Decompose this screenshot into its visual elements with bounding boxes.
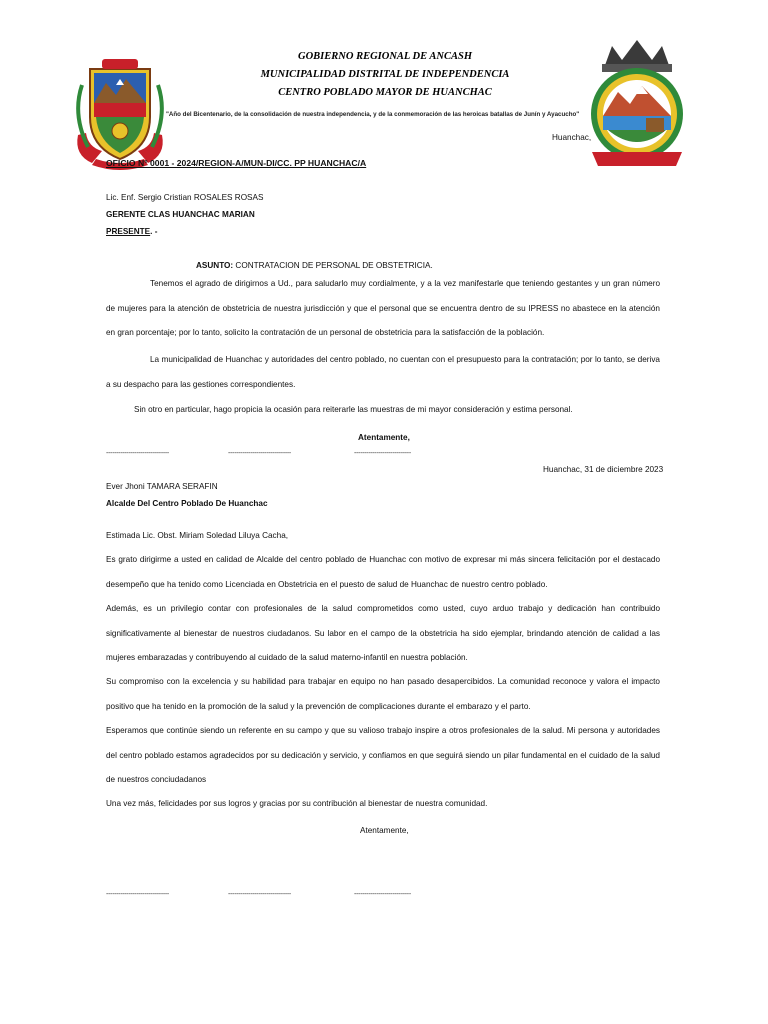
recipient-title: GERENTE CLAS HUANCHAC MARIAN — [106, 210, 255, 219]
presente-line — [106, 227, 157, 236]
letter1-paragraph-1: Tenemos el agrado de dirigirnos a Ud., para saludarlo muy cordialmente, y a la vez manifestarle que teniendo gestantes y un gran número de mujeres para la atención de obstetricia de nuestra jurisdicción y que el personal que se encuentra dentro de su IPRESS no abastece en la atención en gran porcentaje; por lo tanto, solicito la contratación de un personal de obstetricia para la satisfacción de la población. — [106, 279, 660, 337]
header-line-2: MUNICIPALIDAD DISTRITAL DE INDEPENDENCIA — [260, 69, 510, 80]
signature-line: ------------------------------- — [106, 891, 169, 898]
letter1-closing: Atentamente, — [358, 433, 410, 442]
asunto-label: ASUNTO: — [196, 261, 234, 270]
signature-line: ------------------------------- — [106, 450, 169, 457]
asunto-text: CONTRATACION DE PERSONAL DE OBSTETRICIA. — [233, 261, 433, 270]
letter2-paragraph-1: Es grato dirigirme a usted en calidad de Alcalde del centro poblado de Huanchac con motivo de expresar mi más sincera felicitación por el destacado desempeño que ha tenido como Licenciada en Obstetricia en el puesto de salud de Huanchac de nuestro centro poblado. — [106, 555, 660, 589]
letter2-greeting: Estimada Lic. Obst. Miriam Soledad Liluya Cacha, — [106, 531, 289, 540]
letter2-author-name: Ever Jhoni TAMARA SERAFIN — [106, 482, 218, 491]
signature-line: ---------------------------- — [354, 891, 411, 898]
header-line-1: GOBIERNO REGIONAL DE ANCASH — [298, 51, 472, 62]
oficio-number: OFICIO N° 0001 - 2024/REGION-A/MUN-DI/CC. PP HUANCHAC/A — [106, 158, 367, 168]
centro-poblado-seal-logo — [582, 34, 692, 176]
district-shield-logo — [72, 55, 168, 175]
letter1-paragraph-3: Sin otro en particular, hago propicia la ocasión para reiterarle las muestras de mi mayor consideración y estima personal. — [134, 405, 573, 414]
letter2-paragraph-5: Una vez más, felicidades por sus logros y gracias por su contribución al bienestar de nuestra comunidad. — [106, 799, 488, 808]
asunto-line — [196, 261, 433, 270]
letter2-paragraph-2: Además, es un privilegio contar con profesionales de la salud comprometidos como usted, cuyo arduo trabajo y dedicación han contribuido significativamente al bienestar de nuestros ciudadanos. Su labor en el campo de la obstetricia ha sido ejemplar, brindando atención de calidad a las mujeres embarazadas y contribuyendo al cuidado de la salud materno-infantil en nuestra población. — [106, 604, 660, 662]
presente-suffix: . - — [150, 227, 158, 236]
letter2-paragraph-4: Esperamos que continúe siendo un referente en su campo y que su valioso trabajo inspire a otros profesionales de la salud. Mi persona y autoridades del centro poblado estamos agradecidos por su dedicación y servicio, y confiamos en que seguirá siendo un pilar fundamental en el cuidado de la salud de nuestros conciudadanos — [106, 726, 660, 784]
signature-line: ------------------------------- — [228, 450, 291, 457]
header-place: Huanchac, — [552, 133, 592, 142]
recipient-name: Lic. Enf. Sergio Cristian ROSALES ROSAS — [106, 193, 264, 202]
letter2-closing: Atentamente, — [360, 826, 409, 835]
year-motto: "Año del Bicentenario, de la consolidación de nuestra independencia, y de la conmemoración de las heroicas batallas de Junín y Ayacucho" — [166, 111, 580, 118]
presente-label: PRESENTE — [106, 227, 151, 236]
signature-line: ---------------------------- — [354, 450, 411, 457]
letter2-paragraph-3: Su compromiso con la excelencia y su habilidad para trabajar en equipo no han pasado desapercibidos. La comunidad reconoce y valora el impacto positivo que ha tenido en la promoción de la salud y la prevención de complicaciones durante el embarazo y el parto. — [106, 677, 660, 711]
letter2-author-title: Alcalde Del Centro Poblado De Huanchac — [106, 499, 268, 508]
header-line-3: CENTRO POBLADO MAYOR DE HUANCHAC — [278, 87, 492, 98]
signature-line: ------------------------------- — [228, 891, 291, 898]
letter2-date: Huanchac, 31 de diciembre 2023 — [543, 465, 664, 474]
letter1-paragraph-2: La municipalidad de Huanchac y autoridades del centro poblado, no cuentan con el presupuesto para la contratación; por lo tanto, se deriva a su despacho para las gestiones correspondientes. — [106, 355, 660, 389]
